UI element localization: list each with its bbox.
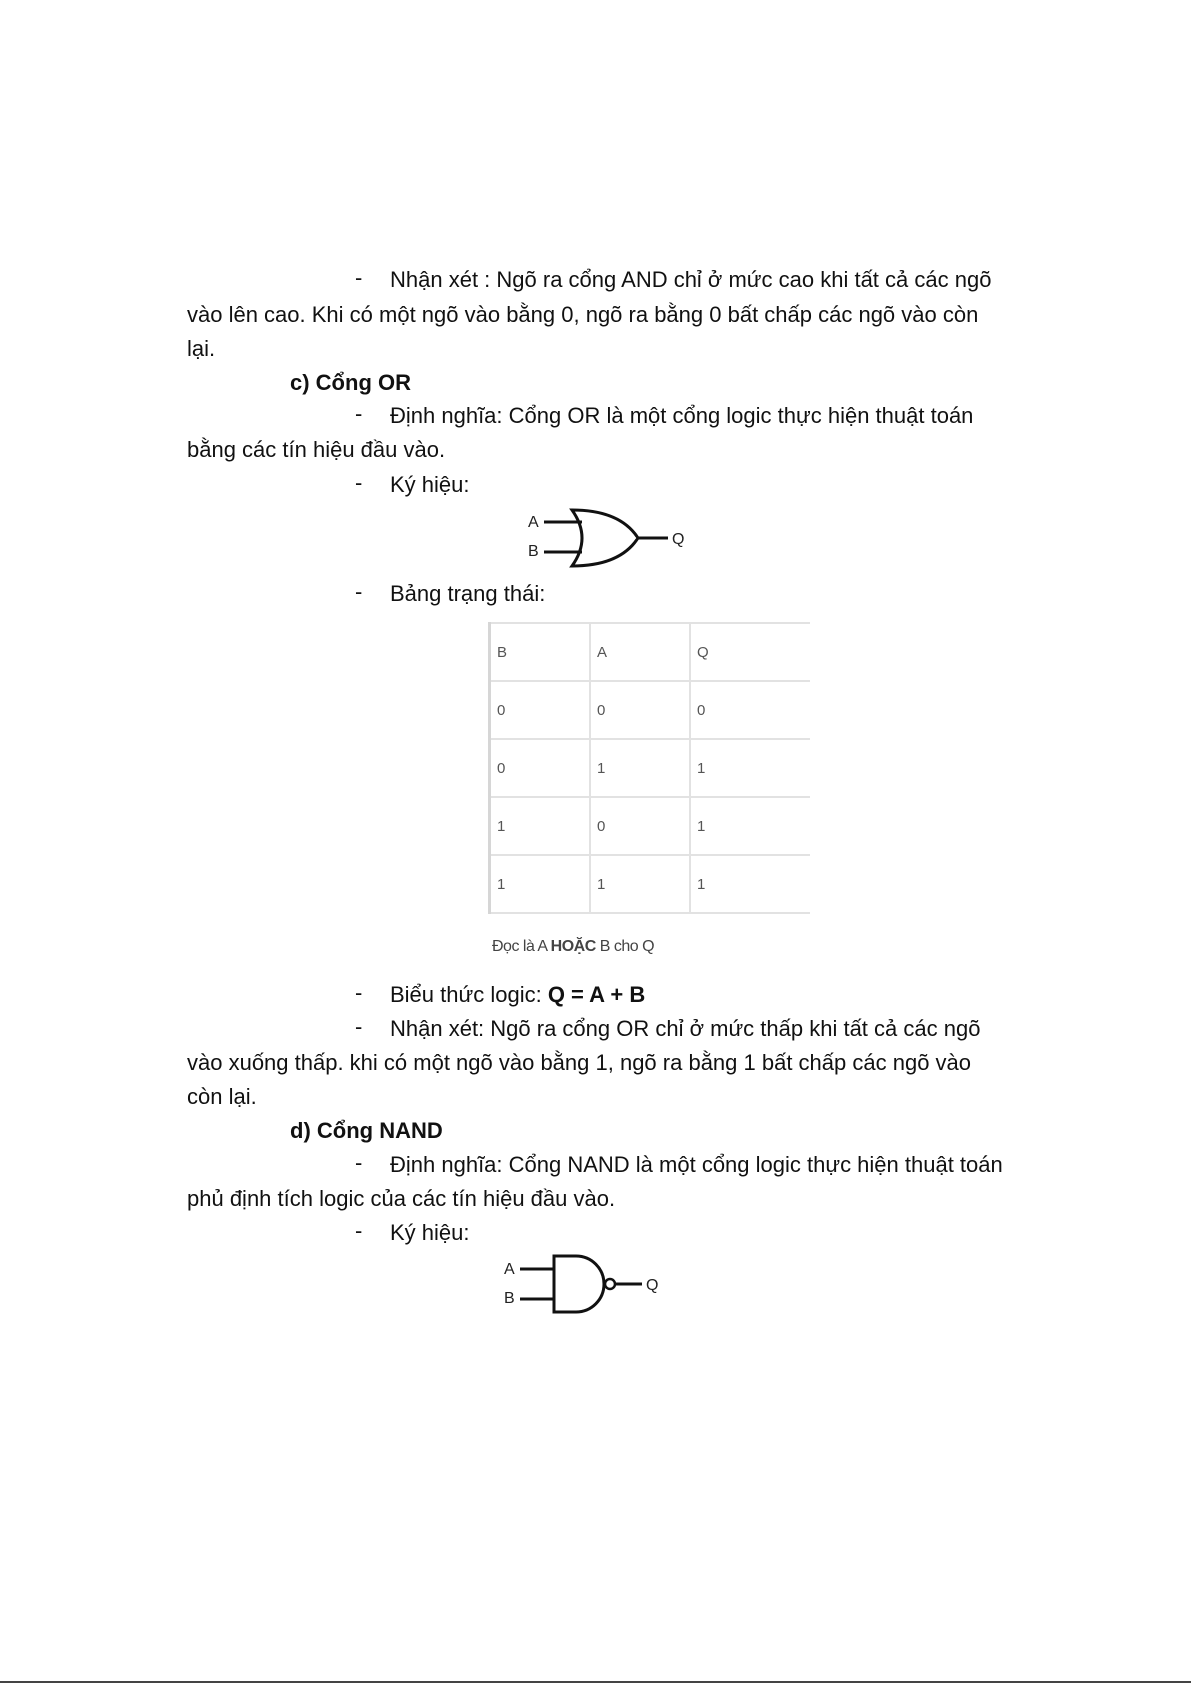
table-header-b: B (490, 623, 591, 681)
nand-heading: d) Cổng NAND (290, 1118, 443, 1143)
or-gate-input-a: A (528, 514, 539, 531)
table-cell: 1 (490, 855, 591, 913)
table-cell: 0 (590, 797, 690, 855)
or-remark-line2: vào xuống thấp. khi có một ngõ vào bằng 1, ngõ ra bằng 1 bất chấp các ngõ vào (187, 1050, 972, 1075)
bullet-dash: - (355, 1218, 363, 1243)
or-definition-line2: bằng các tín hiệu đầu vào. (187, 437, 446, 462)
bullet-dash: - (355, 470, 363, 495)
table-cell: 1 (590, 739, 690, 797)
or-table-caption: Đọc là A HOẶC B cho Q (492, 938, 655, 955)
nand-gate-input-a: A (504, 1261, 515, 1278)
table-row (490, 739, 811, 797)
and-remark-line2: vào lên cao. Khi có một ngõ vào bằng 0, ngõ ra bằng 0 bất chấp các ngõ vào còn (187, 302, 979, 327)
page-bottom-edge (0, 1681, 1191, 1683)
or-remark-line1: Nhận xét: Ngõ ra cổng OR chỉ ở mức thấp khi tất cả các ngõ (390, 1016, 981, 1041)
nand-symbol-label: Ký hiệu: (390, 1220, 470, 1245)
or-symbol-label: Ký hiệu: (390, 472, 470, 497)
or-truth-table (488, 622, 810, 914)
table-header-row (490, 623, 811, 681)
nand-gate-output-q: Q (646, 1277, 659, 1294)
bullet-dash: - (355, 265, 363, 290)
nand-definition-line1: Định nghĩa: Cổng NAND là một cổng logic thực hiện thuật toán (390, 1152, 1003, 1177)
table-cell: 1 (490, 797, 591, 855)
or-gate-output-q: Q (672, 531, 685, 548)
table-row (490, 681, 811, 739)
or-definition-line1: Định nghĩa: Cổng OR là một cổng logic thực hiện thuật toán (390, 403, 974, 428)
table-cell: 1 (690, 855, 810, 913)
table-row (490, 855, 811, 913)
table-cell: 0 (490, 739, 591, 797)
bullet-dash: - (355, 1014, 363, 1039)
table-cell: 1 (690, 739, 810, 797)
or-gate-diagram (520, 502, 700, 578)
nand-definition-line2: phủ định tích logic của các tín hiệu đầu vào. (187, 1186, 616, 1211)
bullet-dash: - (355, 579, 363, 604)
nand-gate-diagram (496, 1250, 676, 1326)
nand-gate-inversion-bubble (605, 1279, 615, 1289)
or-expression: Biểu thức logic: Q = A + B (390, 982, 646, 1007)
or-heading: c) Cổng OR (290, 370, 411, 395)
or-gate-input-b: B (528, 543, 539, 560)
table-cell: 0 (590, 681, 690, 739)
and-remark-line3: lại. (187, 336, 216, 361)
bullet-dash: - (355, 1150, 363, 1175)
or-remark-line3: còn lại. (187, 1084, 257, 1109)
or-table-label: Bảng trạng thái: (390, 581, 546, 606)
table-cell: 1 (590, 855, 690, 913)
bullet-dash: - (355, 980, 363, 1005)
table-header-q: Q (690, 623, 810, 681)
table-row (490, 797, 811, 855)
table-cell: 1 (690, 797, 810, 855)
bullet-dash: - (355, 401, 363, 426)
table-cell: 0 (690, 681, 810, 739)
table-cell: 0 (490, 681, 591, 739)
table-header-a: A (590, 623, 690, 681)
and-remark-line1: Nhận xét : Ngõ ra cổng AND chỉ ở mức cao khi tất cả các ngõ (390, 267, 992, 292)
nand-gate-input-b: B (504, 1290, 515, 1307)
